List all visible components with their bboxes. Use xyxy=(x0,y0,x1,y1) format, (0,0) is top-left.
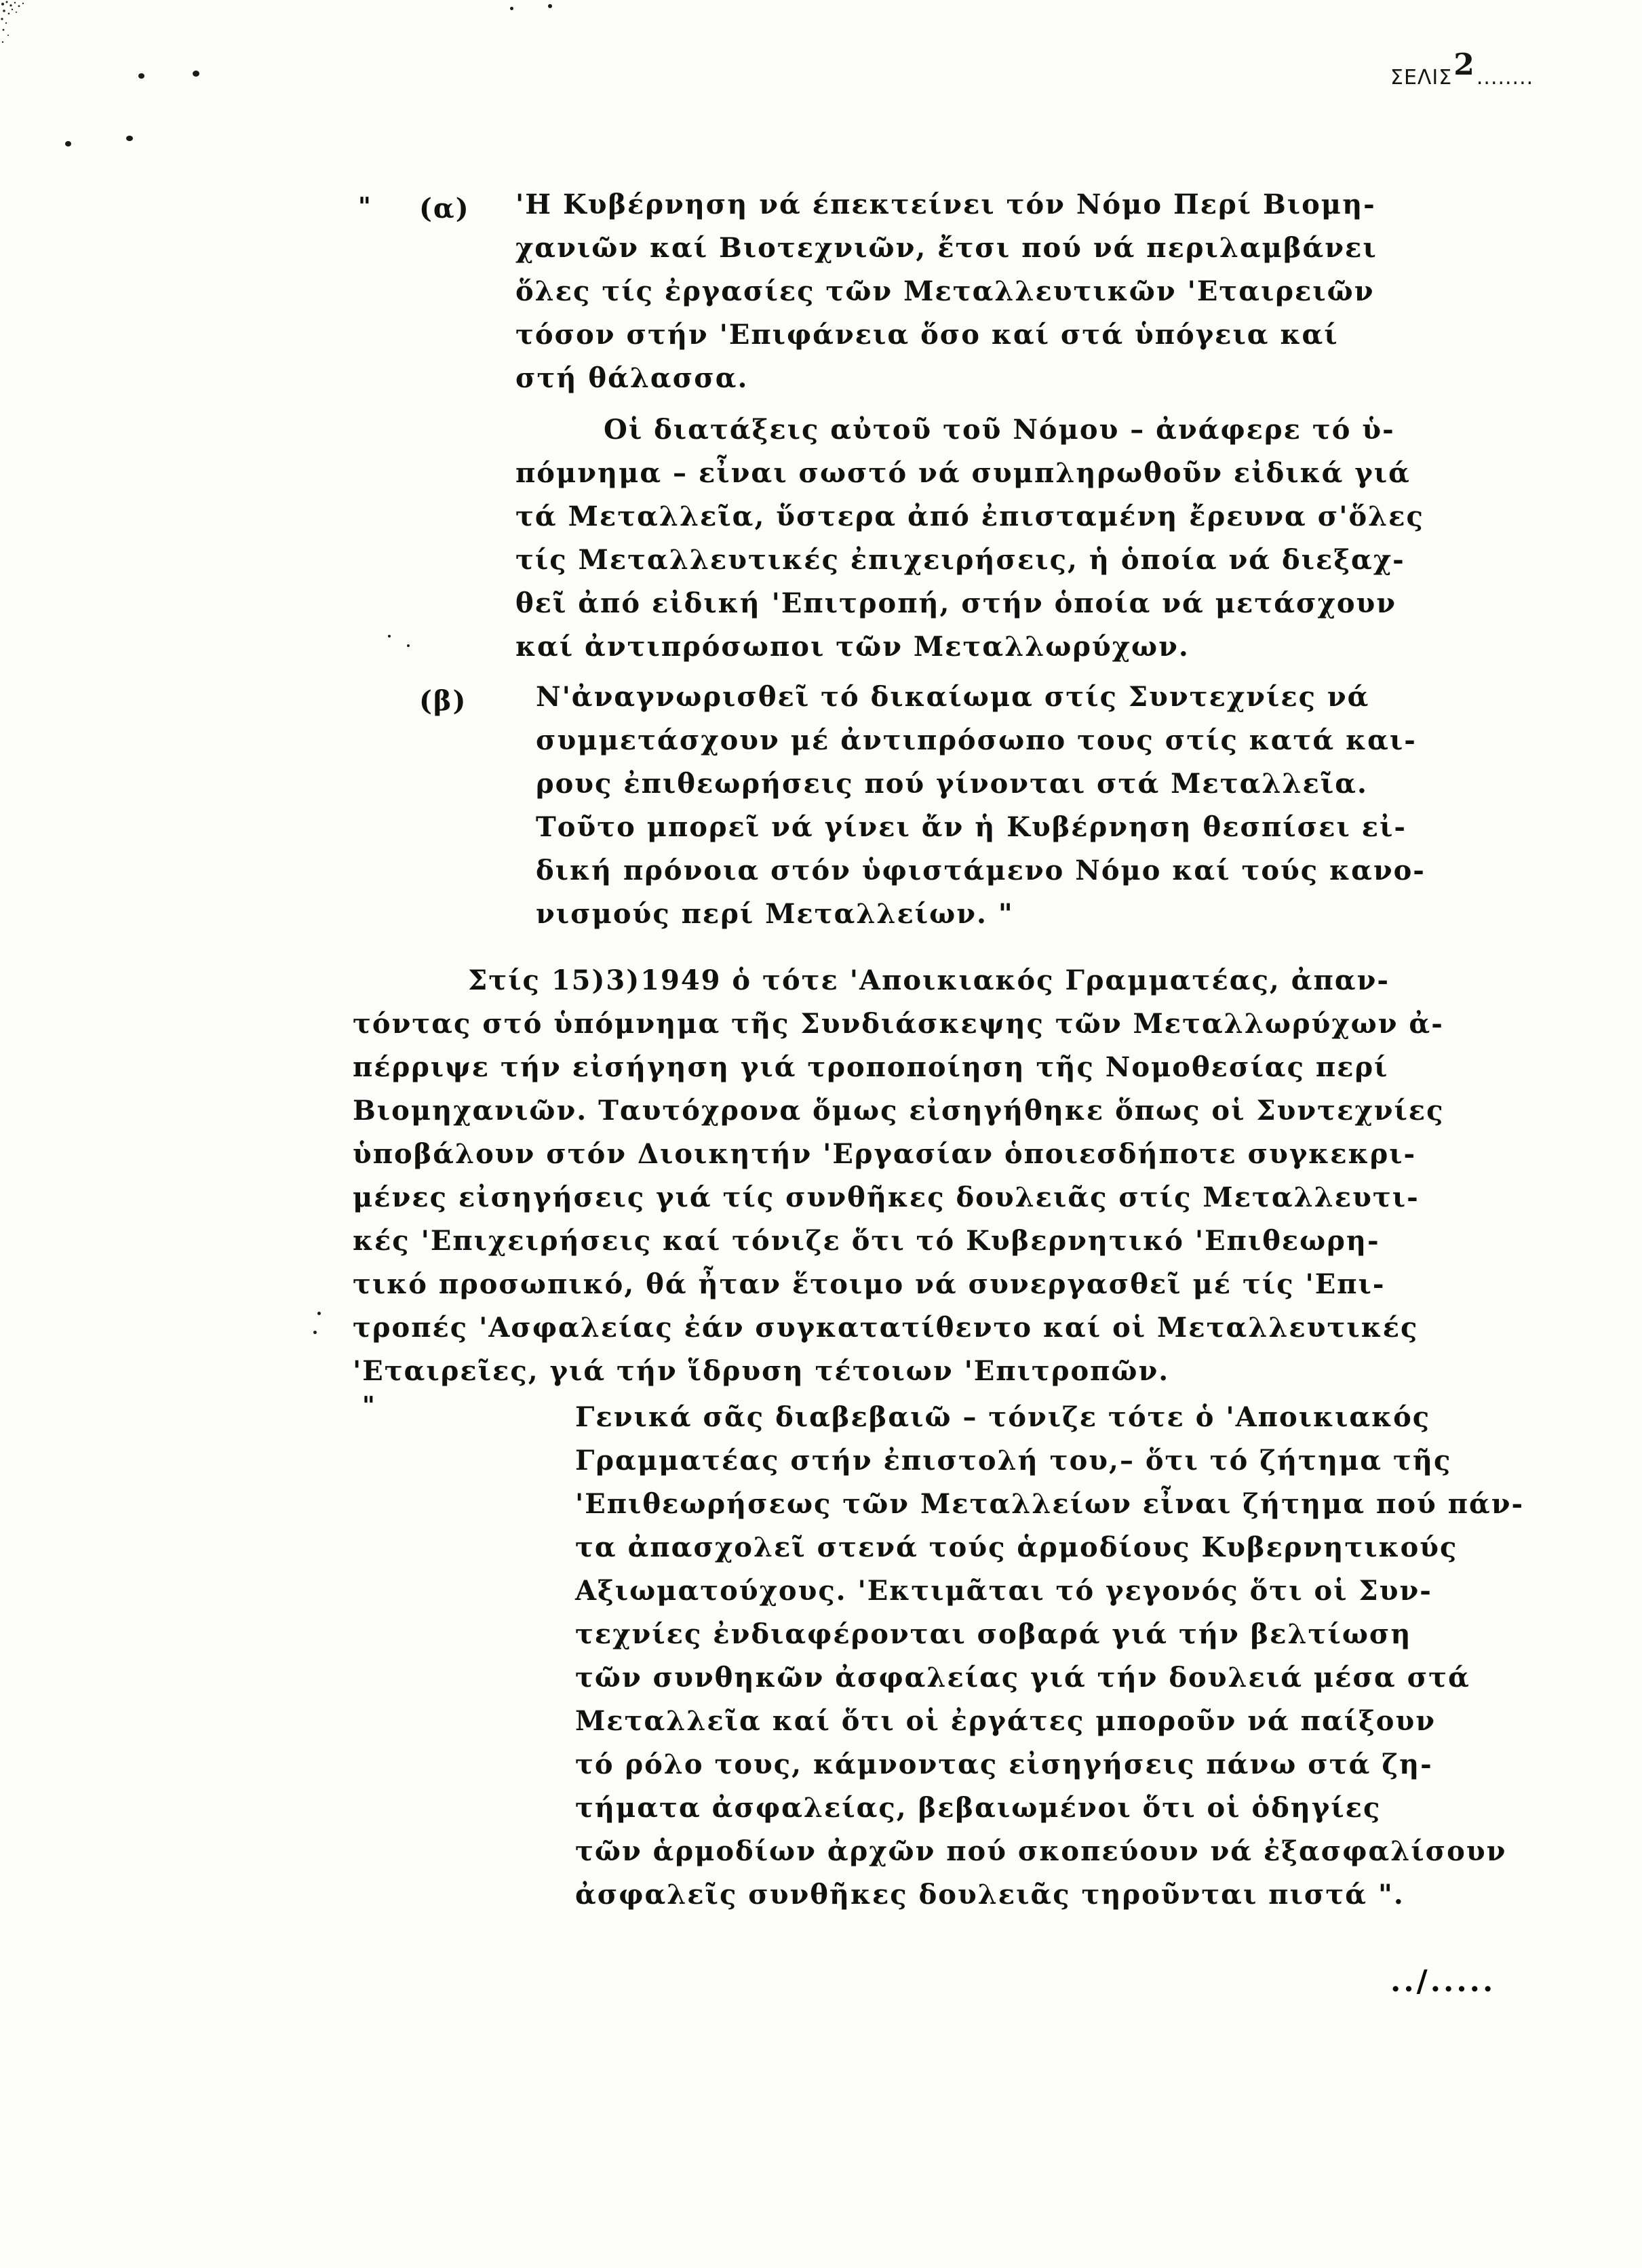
text-line: τα ἀπασχολεῖ στενά τούς ἁρμοδίους Κυβερνητικούς xyxy=(575,1531,1458,1563)
page-number: 2 xyxy=(1453,47,1475,82)
text-line: τεχνίες ἐνδιαφέρονται σοβαρά γιά τήν βελτίωση xyxy=(575,1618,1412,1650)
page-number-dots: ........ xyxy=(1476,66,1534,90)
scan-speck xyxy=(193,71,199,77)
text-line: συμμετάσχουν μέ ἀντιπρόσωπο τους στίς κατά και- xyxy=(536,724,1417,756)
text-line: 'Η Κυβέρνηση νά έπεκτείνει τόν Νόμο Περί Βιομη- xyxy=(515,189,1376,220)
scan-speck xyxy=(138,73,144,79)
text-line: τίς Μεταλλευτικές ἐπιχειρήσεις, ἡ ὁποία νά διεξαχ- xyxy=(515,544,1405,576)
text-line: κές 'Επιχειρήσεις καί τόνιζε ὅτι τό Κυβερνητικό 'Επιθεωρη- xyxy=(353,1225,1380,1257)
text-line: πόμνημα – εἶναι σωστό νά συμπληρωθοῦν εἰδικά γιά xyxy=(515,457,1411,489)
scan-speck xyxy=(126,136,133,141)
text-line: ἀσφαλεῖς συνθῆκες δουλειᾶς τηροῦνται πιστά ". xyxy=(575,1879,1405,1911)
text-line: ὅλες τίς ἐργασίες τῶν Μεταλλευτικῶν 'Εταιρειῶν xyxy=(515,275,1375,307)
scan-speck xyxy=(65,141,71,146)
text-line: στή θάλασσα. xyxy=(515,362,749,394)
text-line: Γραμματέας στήν ἐπιστολή του,– ὅτι τό ζήτημα τῆς xyxy=(575,1445,1452,1477)
text-line: ρους ἐπιθεωρήσεις πού γίνονται στά Μεταλλεῖα. xyxy=(536,768,1368,800)
scan-speck xyxy=(510,7,513,10)
page-number-header xyxy=(1390,47,1534,92)
text-line: πέρριψε τήν εἰσήγηση γιά τροποποίηση τῆς Νομοθεσίας περί xyxy=(353,1051,1389,1083)
text-line: τόσον στήν 'Επιφάνεια ὅσο καί στά ὑπόγεια καί xyxy=(515,319,1339,351)
text-line: τῶν ἁρμοδίων ἀρχῶν πού σκοπεύουν νά ἐξασφαλίσουν xyxy=(575,1835,1507,1867)
text-line: τόντας στό ὑπόμνημα τῆς Συνδιάσκεψης τῶν Μεταλλωρύχων ἀ- xyxy=(353,1008,1444,1040)
text-line: τῶν συνθηκῶν ἀσφαλείας γιά τήν δουλειά μέσα στά xyxy=(575,1662,1470,1694)
text-line: Αξιωματούχους. 'Εκτιμᾶται τό γεγονός ὅτι οἱ Συν- xyxy=(575,1575,1432,1607)
text-line: μένες εἰσηγήσεις γιά τίς συνθῆκες δουλειᾶς στίς Μεταλλευτι- xyxy=(353,1181,1420,1213)
text-line: θεῖ ἀπό εἰδική 'Επιτροπή, στήν ὁποία νά μετάσχουν xyxy=(515,587,1397,619)
page-label: ΣΕΛΙΣ xyxy=(1390,66,1453,90)
scan-noise xyxy=(0,0,41,61)
text-line: Στίς 15)3)1949 ὁ τότε 'Αποικιακός Γραμματέας, ἀπαν- xyxy=(468,964,1390,996)
text-line: δική πρόνοια στόν ὑφιστάμενο Νόμο καί τούς κανο- xyxy=(536,855,1426,886)
scan-speck xyxy=(388,635,391,638)
text-line: τά Μεταλλεῖα, ὕστερα ἀπό ἐπισταμένη ἔρευνα σ'ὅλες xyxy=(515,501,1424,532)
text-line: Οἱ διατάξεις αὐτοῦ τοῦ Νόμου – ἀνάφερε τό ὑ- xyxy=(604,414,1395,446)
scan-speck xyxy=(548,4,552,8)
item-a-label: (α) xyxy=(419,193,470,224)
scan-speck xyxy=(407,644,410,647)
text-line: Μεταλλεῖα καί ὅτι οἱ ἐργάτες μποροῦν νά παίξουν xyxy=(575,1705,1436,1737)
text-line: τό ρόλο τους, κάμνοντας εἰσηγήσεις πάνω στά ζη- xyxy=(575,1748,1433,1780)
text-line: τικό προσωπικό, θά ἦταν ἕτοιμο νά συνεργασθεῖ μέ τίς 'Επι- xyxy=(353,1268,1386,1300)
text-line: Γενικά σᾶς διαβεβαιῶ – τόνιζε τότε ὁ 'Αποικιακός xyxy=(575,1401,1431,1433)
text-line: Βιομηχανιῶν. Ταυτόχρονα ὅμως εἰσηγήθηκε ὅπως οἱ Συντεχνίες xyxy=(353,1095,1445,1127)
text-line: τήματα ἀσφαλείας, βεβαιωμένοι ὅτι οἱ ὁδηγίες xyxy=(575,1792,1382,1824)
quote-mark: " xyxy=(358,193,371,221)
continuation-mark: ../..... xyxy=(1390,1964,1496,1999)
text-line: 'Εταιρεῖες, γιά τήν ἵδρυση τέτοιων 'Επιτροπῶν. xyxy=(353,1355,1170,1387)
item-b-label: (β) xyxy=(419,685,467,717)
text-line: τροπές 'Ασφαλείας ἐάν συγκατατίθεντο καί οἱ Μεταλλευτικές xyxy=(353,1312,1419,1344)
quote-mark: " xyxy=(362,1392,375,1420)
text-line: νισμούς περί Μεταλλείων. " xyxy=(536,898,1014,930)
text-line: Τοῦτο μπορεῖ νά γίνει ἄν ἡ Κυβέρνηση θεσπίσει εἰ- xyxy=(536,811,1407,843)
text-line: Ν'ἀναγνωρισθεῖ τό δικαίωμα στίς Συντεχνίες νά xyxy=(536,681,1370,713)
scan-speck xyxy=(317,1312,321,1315)
text-line: καί ἀντιπρόσωποι τῶν Μεταλλωρύχων. xyxy=(515,631,1190,663)
scan-speck xyxy=(313,1331,317,1334)
text-line: 'Επιθεωρήσεως τῶν Μεταλλείων εἶναι ζήτημα πού πάν- xyxy=(575,1488,1525,1520)
text-line: χανιῶν καί Βιοτεχνιῶν, ἔτσι πού νά περιλαμβάνει xyxy=(515,232,1377,264)
text-line: ὑποβάλουν στόν Διοικητήν 'Εργασίαν ὁποιεσδήποτε συγκεκρι- xyxy=(353,1138,1417,1170)
